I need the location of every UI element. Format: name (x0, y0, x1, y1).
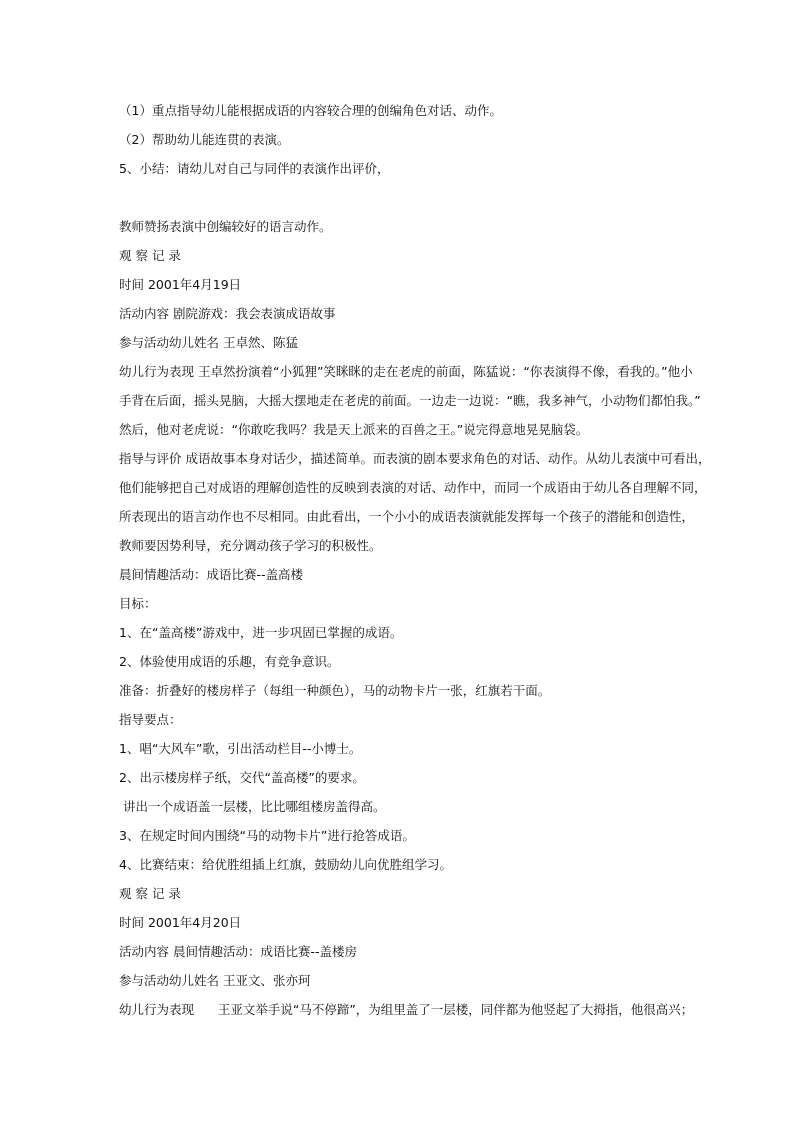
text-line-date-2: 时间 2001年4月20日 (119, 915, 242, 930)
paragraph-behavior-1-line-1: 幼儿行为表现 王卓然扮演着“小狐狸”笑眯眯的走在老虎的前面，陈猛说：“你表演得不像，看我的。”他小 (119, 364, 693, 379)
text-line-key-point-3: 3、在规定时间内围绕“马的动物卡片”进行抢答成语。 (119, 828, 415, 843)
text-line-behavior-2: 幼儿行为表现 王亚文举手说“马不停蹄”，为组里盖了一层楼，同伴都为他竖起了大拇指，他很高兴； (119, 1002, 694, 1017)
paragraph-evaluation-line-3: 所表现出的语言动作也不尽相同。由此看出，一个小小的成语表演就能发挥每一个孩子的潜能和创造性， (119, 509, 695, 524)
text-line-goal-1: 1、在“盖高楼”游戏中，进一步巩固已掌握的成语。 (119, 625, 403, 640)
text-line-key-point-2: 2、出示楼房样子纸，交代“盖高楼”的要求。 (119, 770, 365, 785)
section-heading-observation-2: 观 察 记 录 (119, 886, 181, 901)
text-line-guidance-2: （2）帮助幼儿能连贯的表演。 (119, 132, 290, 147)
text-line-participants-2: 参与活动幼儿姓名 王亚文、张亦珂 (119, 973, 311, 988)
text-line-activity-2: 活动内容 晨间情趣活动：成语比赛--盖楼房 (119, 944, 357, 959)
paragraph-evaluation-line-2: 他们能够把自己对成语的理解创造性的反映到表演的对话、动作中，而同一个成语由于幼儿各自理解不同， (119, 480, 707, 495)
text-line-participants-1: 参与活动幼儿姓名 王卓然、陈猛 (119, 335, 298, 350)
text-line-key-point-1: 1、唱“大风车”歌，引出活动栏目--小博士。 (119, 741, 362, 756)
paragraph-behavior-1-line-2: 手背在后面，摇头晃脑，大摇大摆地走在老虎的前面。一边走一边说：“瞧，我多神气，小动物们都怕我。” (119, 393, 701, 408)
text-line-preparation: 准备：折叠好的楼房样子（每组一种颜色），马的动物卡片一张，红旗若干面。 (119, 683, 551, 698)
paragraph-behavior-1-line-3: 然后，他对老虎说：“你敢吃我吗？我是天上派来的百兽之王。”说完得意地晃晃脑袋。 (119, 422, 589, 437)
text-line-teacher-praise: 教师赞扬表演中创编较好的语言动作。 (119, 219, 332, 234)
text-line-key-points-label: 指导要点： (119, 712, 182, 727)
section-heading-morning-activity: 晨间情趣活动：成语比赛--盖高楼 (119, 567, 304, 582)
text-line-key-point-4: 4、比赛结束：给优胜组插上红旗，鼓励幼儿向优胜组学习。 (119, 857, 452, 872)
text-line-goal-2: 2、体验使用成语的乐趣，有竞争意识。 (119, 654, 340, 669)
paragraph-evaluation-line-1: 指导与评价 成语故事本身对话少，描述简单。而表演的剧本要求角色的对话、动作。从幼儿表演中可看出， (119, 451, 711, 466)
text-line-goals-label: 目标： (119, 596, 157, 611)
section-heading-observation-1: 观 察 记 录 (119, 248, 181, 263)
text-line-key-point-2-detail: 讲出一个成语盖一层楼，比比哪组楼房盖得高。 (123, 799, 386, 814)
text-line-date-1: 时间 2001年4月19日 (119, 277, 242, 292)
paragraph-evaluation-line-4: 教师要因势利导，充分调动孩子学习的积极性。 (119, 538, 382, 553)
text-line-summary: 5、小结：请幼儿对自己与同伴的表演作出评价， (119, 161, 390, 176)
text-line-activity-1: 活动内容 剧院游戏：我会表演成语故事 (119, 306, 336, 321)
text-line-guidance-1: （1）重点指导幼儿能根据成语的内容较合理的创编角色对话、动作。 (119, 103, 502, 118)
